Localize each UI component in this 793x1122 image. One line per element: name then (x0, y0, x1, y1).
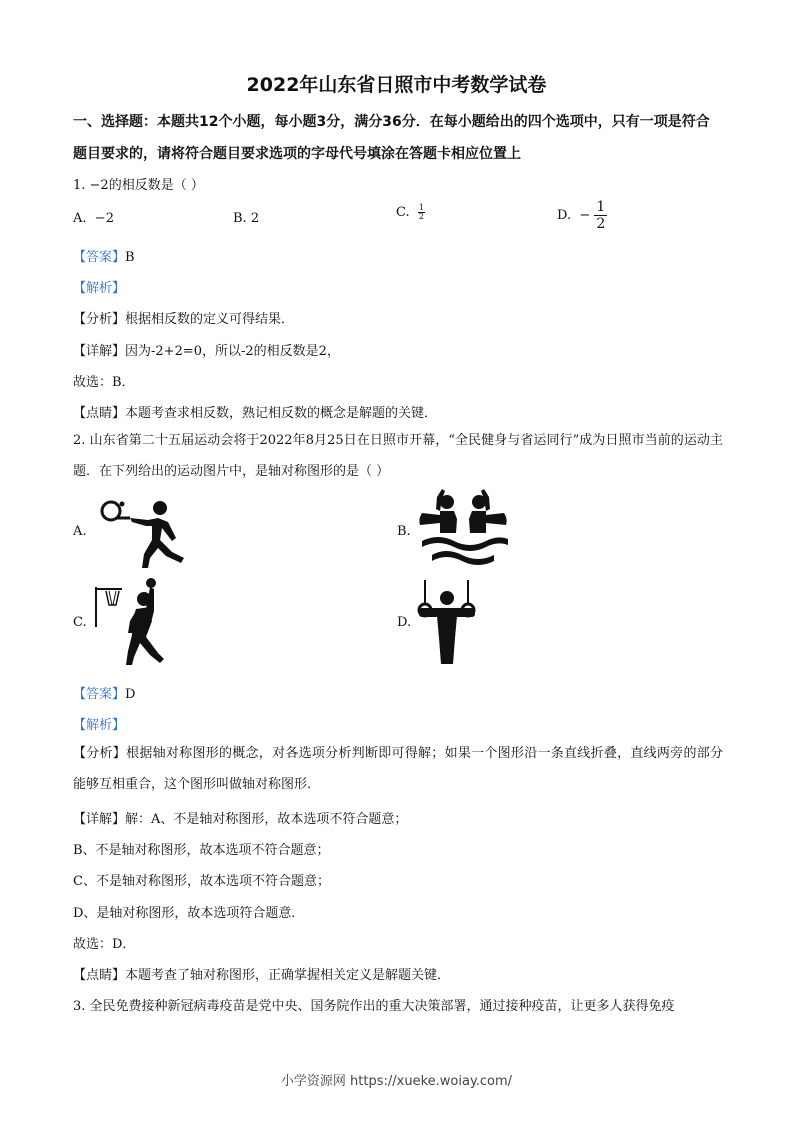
q2-line-b: B、不是轴对称图形，故本选项不符合题意； (73, 843, 330, 858)
basketball-player-icon (92, 577, 182, 667)
q2-guxuan: 故选：D． (73, 937, 136, 952)
page-title: 2022年山东省日照市中考数学试卷 (246, 74, 547, 96)
q2-line-c: C、不是轴对称图形，故本选项不符合题意； (73, 874, 330, 889)
q1-xiangjie-tag: 【详解】 (73, 344, 126, 359)
q2-xiangjie (73, 808, 407, 827)
q2-answer-tag: 【答案】 (73, 687, 126, 702)
q2-dianjing (73, 964, 450, 983)
q1-option-c-denominator: 2 (418, 212, 424, 221)
q2-analysis (73, 714, 125, 733)
q1-option-c (396, 204, 425, 221)
q1-option-a (73, 211, 114, 226)
q1-dianjing-text: 本题考查求相反数，熟记相反数的概念是解题的关键． (125, 406, 438, 421)
q2-fenxi (73, 738, 723, 800)
q2-option-c-label: C. (73, 615, 87, 630)
q1-option-c-fraction (418, 204, 425, 221)
q1-analysis (73, 277, 125, 296)
q1-stem: 1. −2的相反数是（ ） (73, 178, 204, 193)
badminton-player-icon (92, 496, 192, 570)
q2-option-d-label: D. (397, 615, 412, 630)
q1-option-b-text: 2 (250, 211, 260, 226)
q1-option-d-fraction (594, 199, 607, 232)
q1-dianjing-tag: 【点睛】 (73, 406, 126, 421)
q2-dianjing-text: 本题考查了轴对称图形，正确掌握相关定义是解题关键． (125, 968, 451, 983)
synchronized-swimmers-icon (416, 489, 511, 567)
q1-fenxi-text: 根据相反数的定义可得结果． (125, 312, 295, 327)
q1-option-d-numerator: 1 (596, 199, 606, 215)
q2-fenxi-tag: 【分析】 (73, 746, 127, 761)
footer-watermark: 小学资源网 https://xueke.woiay.com/ (280, 1074, 513, 1089)
q2-analysis-tag: 【解析】 (73, 718, 126, 733)
q1-analysis-tag: 【解析】 (73, 281, 126, 296)
q1-option-b (233, 211, 259, 226)
rings-gymnast-icon (417, 580, 477, 666)
q1-guxuan: 故选：B． (73, 375, 135, 390)
q1-option-d-denominator: 2 (596, 216, 606, 232)
q1-fenxi-tag: 【分析】 (73, 312, 126, 327)
q2-line-d: D、是轴对称图形，故本选项符合题意． (73, 906, 305, 921)
q1-dianjing (73, 402, 437, 421)
q1-fenxi (73, 308, 294, 327)
q1-option-c-numerator: 1 (418, 203, 424, 212)
q1-option-d (557, 199, 607, 232)
q1-option-c-label: C. (396, 205, 410, 220)
q3-stem: 3. 全民免费接种新冠病毒疫苗是党中央、国务院作出的重大决策部署，通过接种疫苗，让更多人获得免疫 (73, 999, 675, 1014)
section-heading: 一、选择题：本题共12个小题，每小题3分，满分36分．在每小题给出的四个选项中，只有一项是符合题目要求的，请将符合题目要求选项的字母代号填涂在答题卡相应位置上 (73, 114, 710, 162)
q1-option-d-label: D. (557, 208, 572, 223)
q2-stem: 2. 山东省第二十五届运动会将于2022年8月25日在日照市开幕，“全民健身与省运同行”成为日照市当前的运动主题．在下列给出的运动图片中，是轴对称图形的是（ ） (73, 433, 723, 479)
q1-xiangjie (73, 340, 340, 359)
q1-xiangjie-text: 因为-2+2=0，所以-2的相反数是2， (125, 344, 340, 359)
q1-option-b-label: B. (233, 211, 247, 226)
q1-answer (73, 246, 135, 265)
q2-answer-value: D (125, 687, 136, 702)
q2-xiangjie-tag: 【详解】 (73, 812, 126, 827)
q1-option-a-text: −2 (94, 211, 114, 226)
q2-fenxi-text: 根据轴对称图形的概念，对各选项分析判断即可得解；如果一个图形沿一条直线折叠，直线两旁的部分能够互相重合，这个图形叫做轴对称图形． (73, 746, 723, 792)
q2-answer (73, 683, 135, 702)
q2-dianjing-tag: 【点睛】 (73, 968, 126, 983)
q1-option-d-sign: − (579, 208, 591, 223)
q1-answer-value: B (125, 250, 135, 265)
q1-answer-tag: 【答案】 (73, 250, 126, 265)
q2-option-b-label: B. (397, 524, 411, 539)
q1-option-a-label: A. (73, 211, 87, 226)
q2-xiangjie-text: 解：A、不是轴对称图形，故本选项不符合题意； (125, 812, 408, 827)
q2-option-a-label: A. (73, 524, 87, 539)
